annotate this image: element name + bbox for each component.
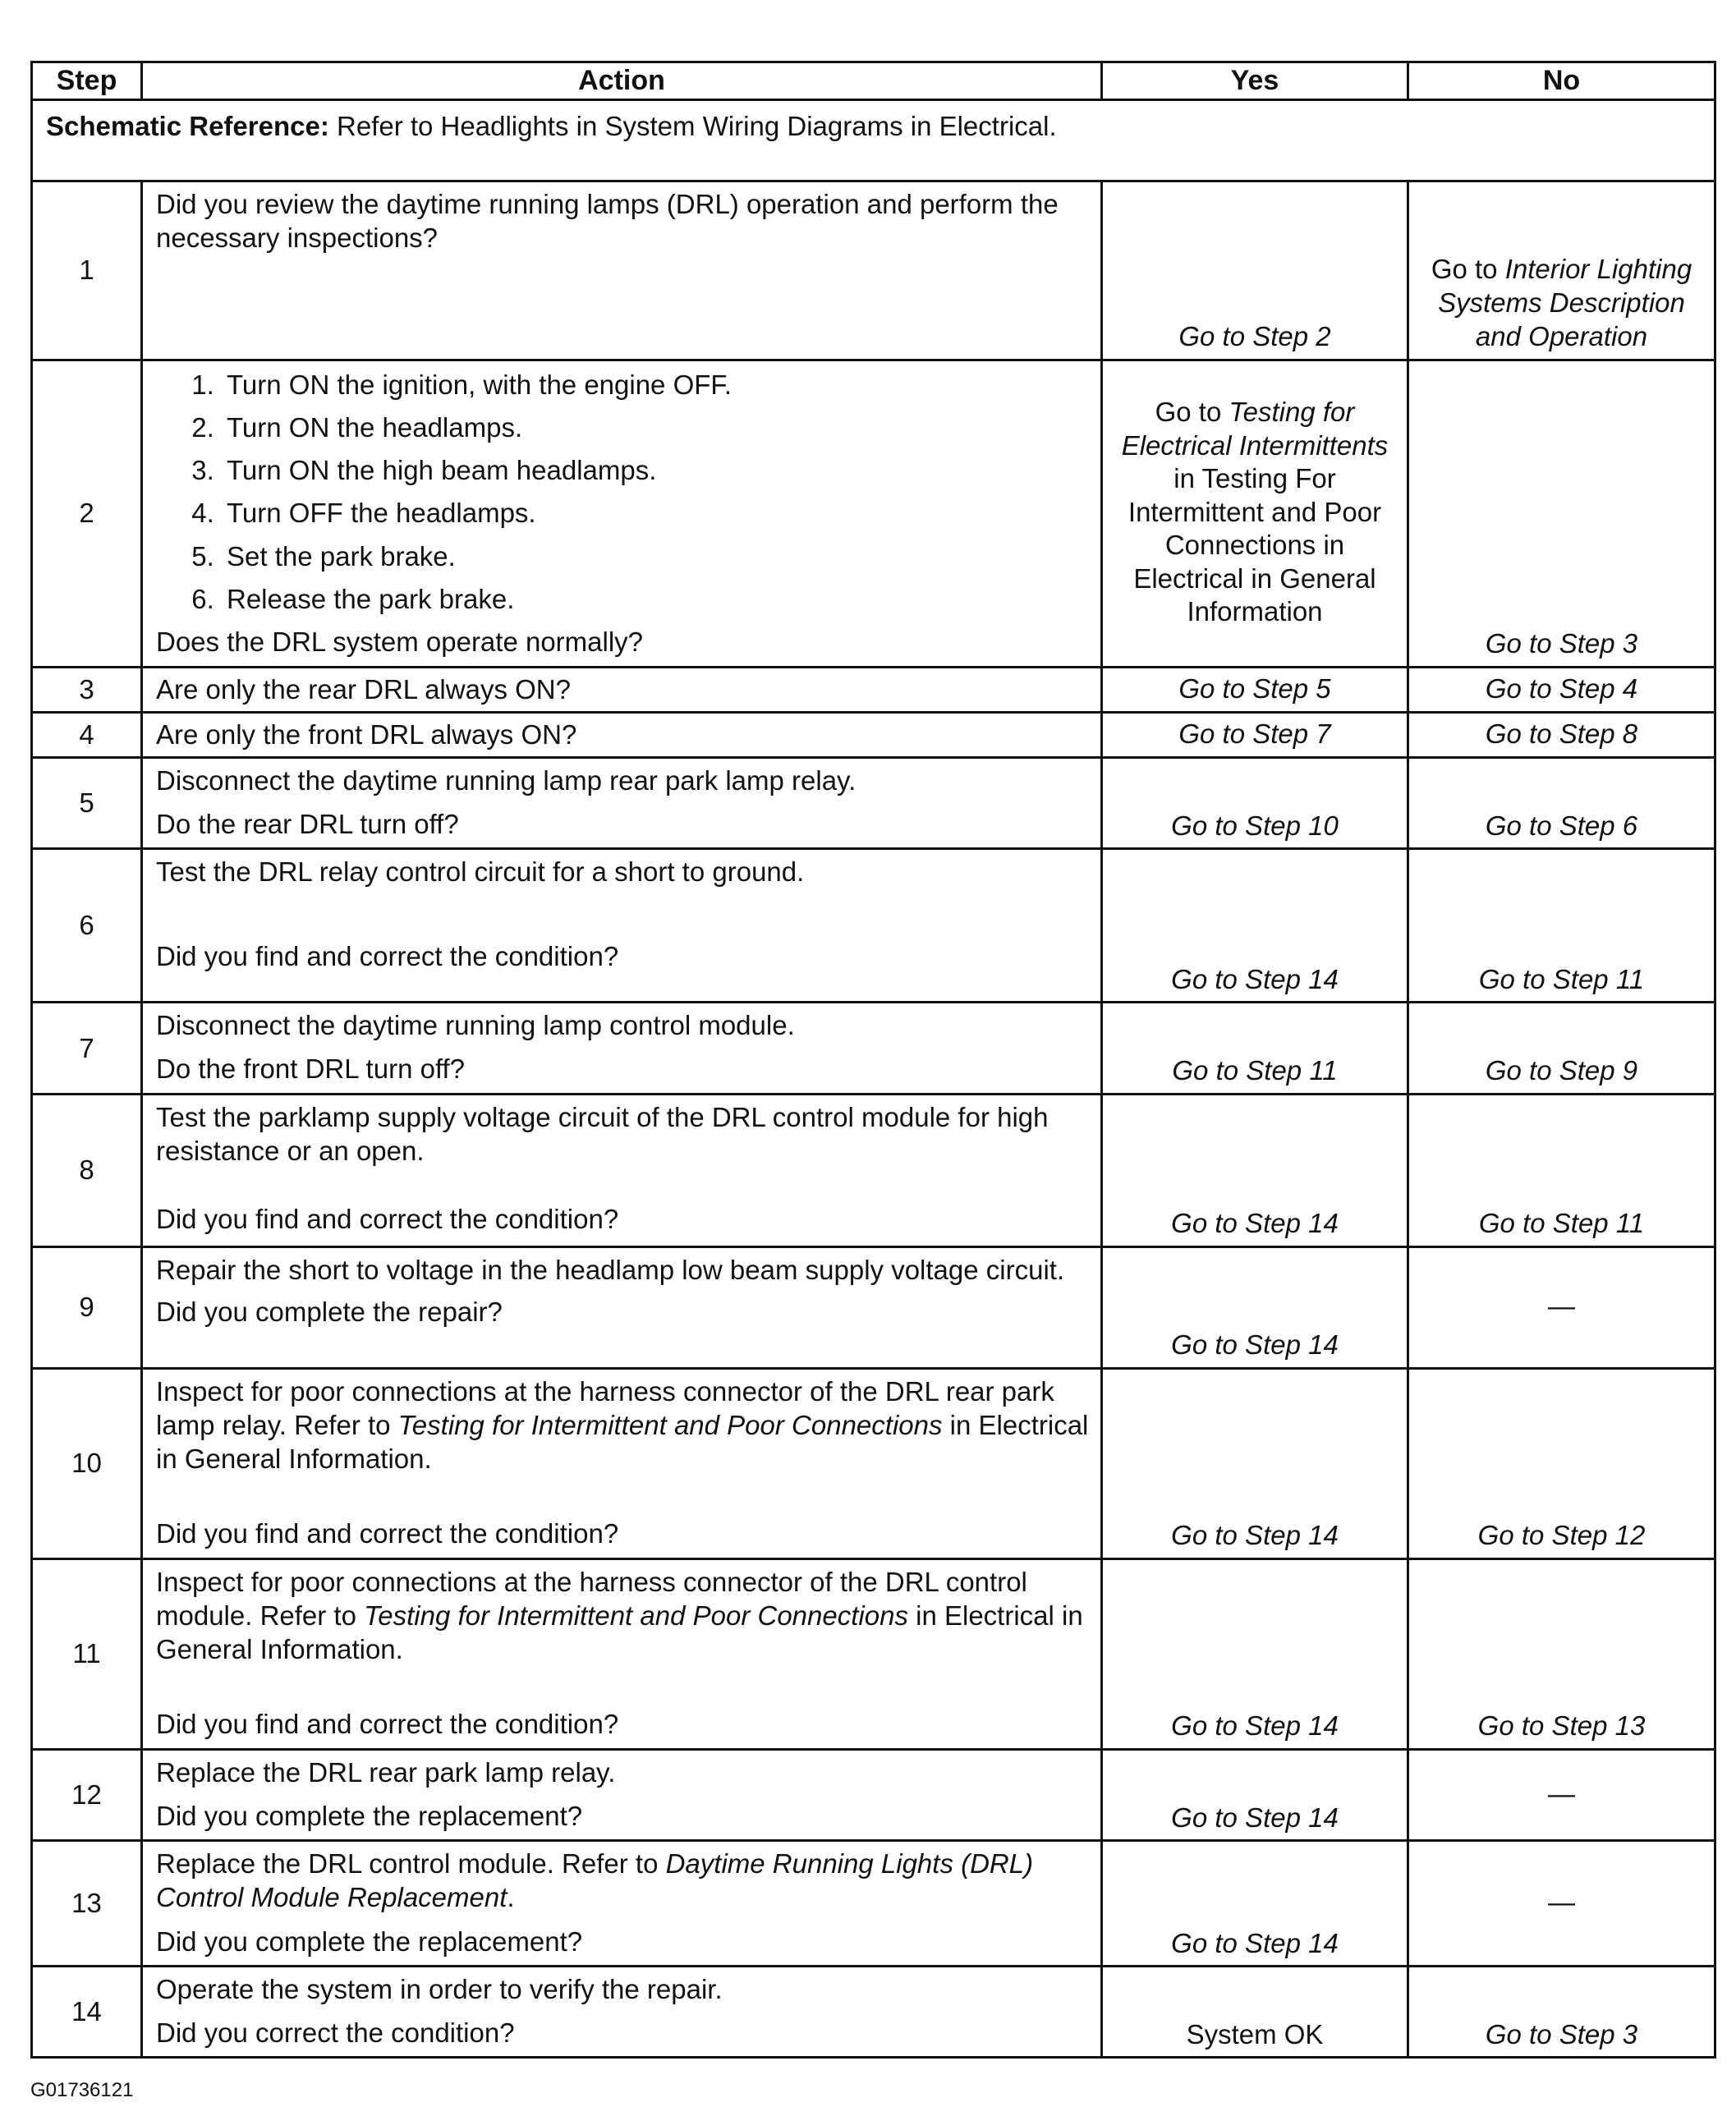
- no-cell: Go to Step 9: [1408, 1003, 1715, 1095]
- step-number: 10: [32, 1368, 142, 1558]
- action-cell: [142, 849, 1102, 1003]
- step-number: 11: [32, 1558, 142, 1749]
- question-text: Did you find and correct the condition?: [156, 1709, 619, 1740]
- no-cell: —: [1408, 1246, 1715, 1368]
- step-number: 6: [32, 849, 142, 1003]
- step-number: 3: [32, 667, 142, 712]
- table-row: [32, 1094, 1715, 1246]
- action-cell: [142, 360, 1102, 667]
- yes-cell: System OK: [1102, 1966, 1408, 2058]
- action-text: Operate the system in order to verify the repair.: [156, 1973, 723, 2004]
- no-cell: Go to Step 6: [1408, 757, 1715, 849]
- question-text: Did you find and correct the condition?: [156, 1518, 619, 1549]
- table-row: [32, 1558, 1715, 1749]
- action-cell: [142, 757, 1102, 849]
- no-cell: Go to Step 12: [1408, 1368, 1715, 1558]
- step-number: 7: [32, 1003, 142, 1095]
- action-cell: [142, 1841, 1102, 1967]
- action-text-part: in Electrical in General Information.: [156, 1409, 1089, 1474]
- action-cell: [142, 1094, 1102, 1246]
- action-text: Disconnect the daytime running lamp rear park lamp relay.: [156, 764, 857, 796]
- question-text: Did you find and correct the condition?: [156, 941, 619, 972]
- action-cell: [142, 1966, 1102, 2058]
- table-row: [32, 712, 1715, 757]
- step-number: 12: [32, 1749, 142, 1841]
- action-text: Are only the rear DRL always ON?: [156, 673, 571, 705]
- action-cell: [142, 667, 1102, 712]
- schematic-reference-text: Refer to Headlights in System Wiring Diagrams in Electrical.: [328, 110, 1057, 141]
- no-cell: Go to Step 11: [1408, 1094, 1715, 1246]
- question-text: Did you complete the replacement?: [156, 1926, 583, 1957]
- table-row: [32, 1749, 1715, 1841]
- action-text: [156, 1565, 1091, 1667]
- diagnostic-table-sheet: [30, 61, 1714, 2059]
- header-action: Action: [142, 62, 1102, 100]
- header-step: Step: [32, 62, 142, 100]
- action-text-part: Inspect for poor connections at the harness connector of the DRL rear park lamp relay. Refer to: [156, 1375, 1054, 1440]
- table-row: [32, 1246, 1715, 1368]
- schematic-reference: [32, 99, 1715, 181]
- action-text: Are only the front DRL always ON?: [156, 718, 577, 750]
- no-cell: —: [1408, 1841, 1715, 1967]
- figure-code: G01736121: [30, 2079, 134, 2101]
- action-cell: [142, 1368, 1102, 1558]
- question-text: Did you find and correct the condition?: [156, 1204, 619, 1234]
- list-item: 2. Turn ON the headlamps.: [222, 411, 1091, 444]
- no-prefix: Go to: [1431, 253, 1505, 284]
- no-cell: Go to Step 3: [1408, 360, 1715, 667]
- no-cell: Go to Step 11: [1408, 849, 1715, 1003]
- list-item: 5. Set the park brake.: [222, 539, 1091, 573]
- yes-cell: Go to Step 14: [1102, 849, 1408, 1003]
- action-reference: Daytime Running Lights (DRL) Control Module Replacement: [156, 1848, 1034, 1913]
- action-cell: [142, 1558, 1102, 1749]
- action-cell: [142, 1246, 1102, 1368]
- action-text-part: Inspect for poor connections at the harness connector of the DRL control module. Refer to: [156, 1566, 1027, 1631]
- diagnostic-table: [30, 61, 1716, 2059]
- header-no: No: [1408, 62, 1715, 100]
- no-reference: Interior Lighting Systems Description and Operation: [1438, 253, 1692, 352]
- action-cell: [142, 712, 1102, 757]
- list-item: 1. Turn ON the ignition, with the engine OFF.: [222, 368, 1091, 402]
- header-yes: Yes: [1102, 62, 1408, 100]
- yes-cell: Go to Step 14: [1102, 1246, 1408, 1368]
- schematic-reference-row: [32, 99, 1715, 181]
- action-cell: [142, 1749, 1102, 1841]
- yes-cell: Go to Step 14: [1102, 1558, 1408, 1749]
- table-row: [32, 1003, 1715, 1095]
- table-row: [32, 849, 1715, 1003]
- action-text-part: .: [507, 1882, 515, 1913]
- no-cell: Go to Step 3: [1408, 1966, 1715, 2058]
- step-number: 8: [32, 1094, 142, 1246]
- no-cell: [1408, 181, 1715, 360]
- question-text: Did you complete the replacement?: [156, 1800, 583, 1831]
- table-row: [32, 181, 1715, 360]
- step-number: 9: [32, 1246, 142, 1368]
- action-cell: [142, 181, 1102, 360]
- action-text: [156, 1847, 1091, 1915]
- step-number: 2: [32, 360, 142, 667]
- table-row: [32, 757, 1715, 849]
- action-text: Test the DRL relay control circuit for a short to ground.: [156, 856, 805, 887]
- step-number: 4: [32, 712, 142, 757]
- list-item: 3. Turn ON the high beam headlamps.: [222, 453, 1091, 487]
- action-text: Repair the short to voltage in the headlamp low beam supply voltage circuit.: [156, 1254, 1065, 1285]
- yes-cell: Go to Step 5: [1102, 667, 1408, 712]
- action-text: [156, 1375, 1091, 1476]
- table-row: [32, 1368, 1715, 1558]
- schematic-reference-label: Schematic Reference:: [46, 110, 329, 141]
- question-text: Does the DRL system operate normally?: [156, 627, 644, 657]
- yes-rest: in Testing For Intermittent and Poor Connections in Electrical in General Information: [1127, 463, 1382, 627]
- table-row: [32, 1966, 1715, 2058]
- table-row: [32, 667, 1715, 712]
- yes-cell: Go to Step 14: [1102, 1749, 1408, 1841]
- action-reference: Testing for Intermittent and Poor Connections: [397, 1409, 943, 1440]
- step-number: 13: [32, 1841, 142, 1967]
- list-item: 6. Release the park brake.: [222, 582, 1091, 616]
- yes-cell: Go to Step 2: [1102, 181, 1408, 360]
- action-text-part: Replace the DRL control module. Refer to: [156, 1848, 666, 1879]
- step-number: 1: [32, 181, 142, 360]
- question-text: Did you complete the repair?: [156, 1296, 503, 1327]
- question-text: Do the front DRL turn off?: [156, 1053, 466, 1085]
- step-number: 14: [32, 1966, 142, 2058]
- yes-cell: Go to Step 11: [1102, 1003, 1408, 1095]
- no-cell: —: [1408, 1749, 1715, 1841]
- yes-cell: [1102, 360, 1408, 667]
- yes-cell: Go to Step 14: [1102, 1841, 1408, 1967]
- list-item: 4. Turn OFF the headlamps.: [222, 496, 1091, 530]
- no-cell: Go to Step 8: [1408, 712, 1715, 757]
- no-cell: Go to Step 13: [1408, 1558, 1715, 1749]
- yes-cell: Go to Step 14: [1102, 1094, 1408, 1246]
- action-reference: Testing for Intermittent and Poor Connections: [364, 1600, 908, 1631]
- yes-cell: Go to Step 14: [1102, 1368, 1408, 1558]
- action-text: Did you review the daytime running lamps (DRL) operation and perform the necessary inspections?: [156, 188, 1059, 253]
- action-text: Replace the DRL rear park lamp relay.: [156, 1756, 616, 1788]
- action-text: Test the parklamp supply voltage circuit of the DRL control module for high resistance or an open.: [156, 1101, 1049, 1166]
- no-cell: Go to Step 4: [1408, 667, 1715, 712]
- header-row: [32, 62, 1715, 100]
- yes-cell: Go to Step 10: [1102, 757, 1408, 849]
- table-row: [32, 1841, 1715, 1967]
- action-text-part: in Electrical in General Information.: [156, 1600, 1083, 1664]
- yes-prefix: Go to: [1155, 396, 1229, 427]
- action-text: Disconnect the daytime running lamp control module.: [156, 1010, 795, 1040]
- question-text: Did you correct the condition?: [156, 2017, 515, 2048]
- question-text: Do the rear DRL turn off?: [156, 808, 459, 839]
- table-row: [32, 360, 1715, 667]
- procedure-list: [156, 368, 1091, 617]
- yes-cell: Go to Step 7: [1102, 712, 1408, 757]
- step-number: 5: [32, 757, 142, 849]
- yes-reference: Testing for Electrical Intermittents: [1121, 396, 1389, 461]
- action-cell: [142, 1003, 1102, 1095]
